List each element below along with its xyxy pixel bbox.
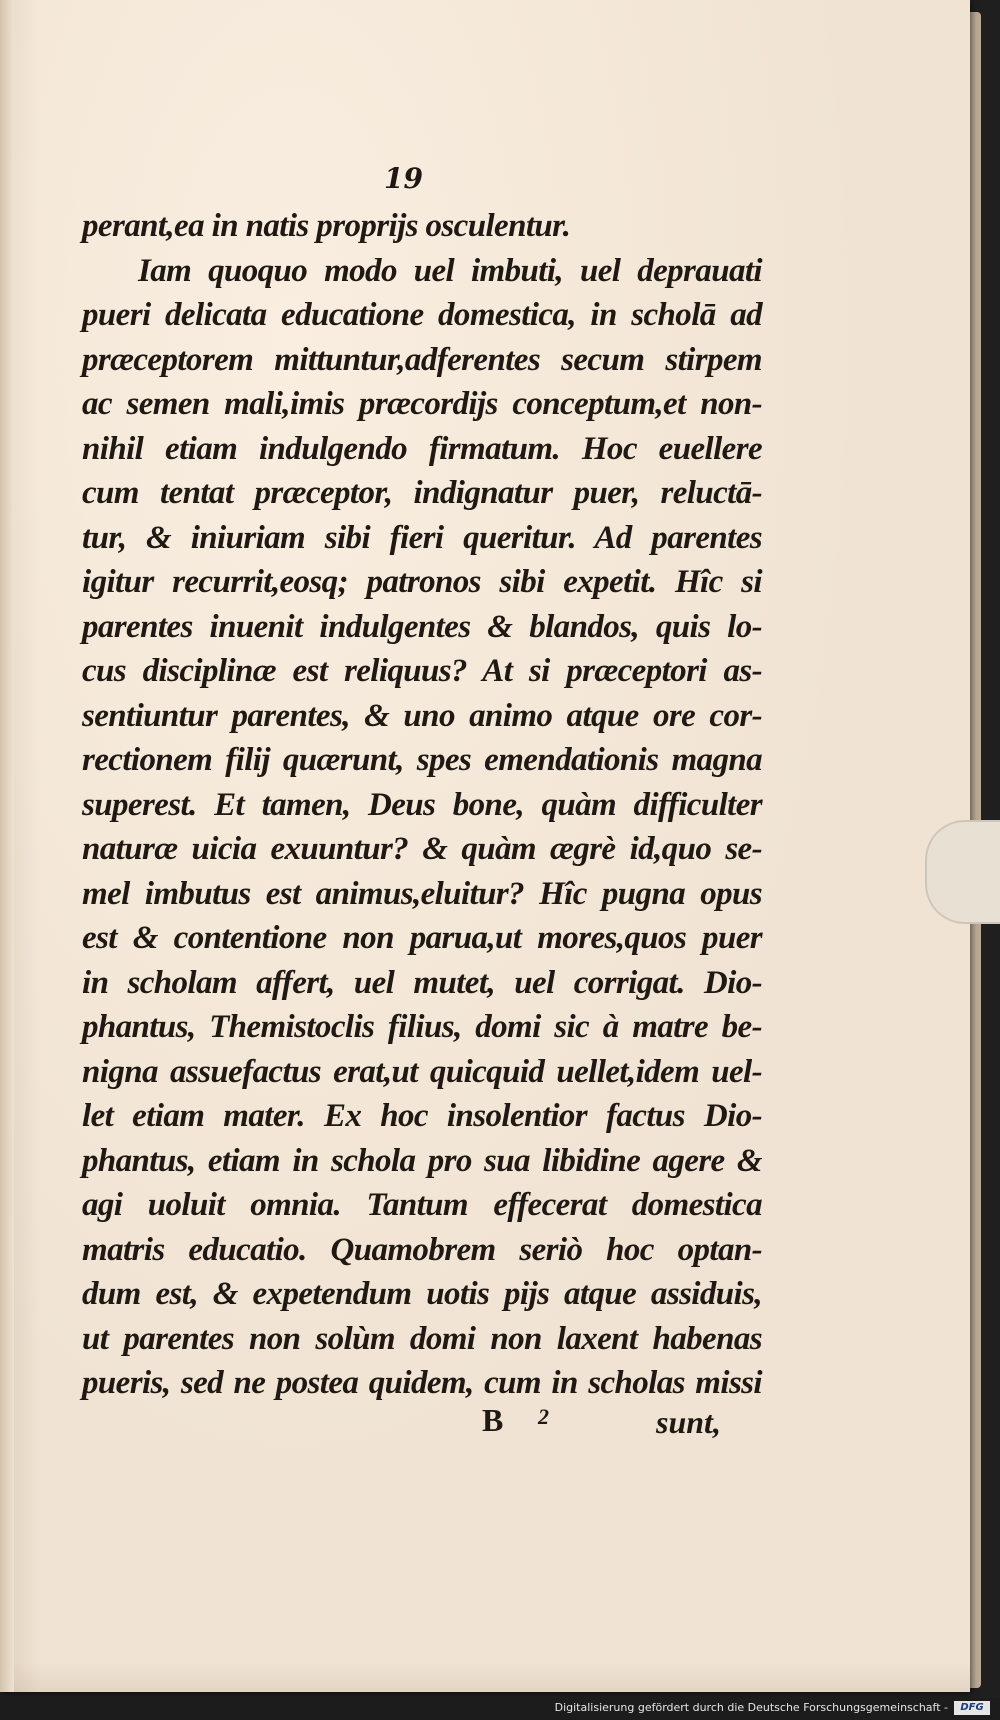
signature-mark: B [482,1402,504,1438]
text-line: sentiuntur parentes, & uno animo atque ore cor- [82,697,762,734]
text-line: igitur recurrit,eosq; patronos sibi expetit. Hîc si [82,564,762,600]
text-line: rectionem filij quærunt, spes emendationis magna [82,742,762,778]
text-line: tur, & iniuriam sibi fieri queritur. Ad parentes [82,519,762,556]
text-line: in scholam affert, uel mutet, uel corrigat. Dio- [82,964,762,1001]
catchword: sunt, [656,1404,721,1440]
footer-bar [0,1698,1000,1720]
page-gutter [0,0,14,1692]
text-line: phantus, Themistoclis filius, domi sic à matre be- [82,1009,762,1045]
text-line: Iam quoquo modo uel imbuti, uel deprauati [138,252,762,289]
dfg-logo-icon: DFG [954,1701,990,1715]
text-line: dum est, & expetendum uotis pijs atque assiduis, [82,1276,762,1312]
text-line: parentes inuenit indulgentes & blandos, quis lo- [82,608,762,645]
signature-number: 2 [538,1404,549,1429]
text-line: ac semen mali,imis præcordijs conceptum,et non- [82,386,762,422]
funding-credit: Digitalisierung gefördert durch die Deutsche Forschungsgemeinschaft - [554,1701,948,1714]
signature-row [82,1402,762,1452]
text-line: superest. Et tamen, Deus bone, quàm difficulter [82,786,762,823]
text-line: mel imbutus est animus,eluitur? Hîc pugna opus [82,875,762,912]
text-line: agi uoluit omnia. Tantum effecerat domestica [82,1187,762,1223]
text-line: cum tentat præceptor, indignatur puer, reluctā- [82,475,762,511]
text-line: cus disciplinæ est reliquus? At si præceptori as- [82,653,762,689]
text-line: matris educatio. Quamobrem seriò hoc optan- [82,1231,762,1268]
text-line: præceptorem mittuntur,adferentes secum stirpem [82,341,762,378]
body-text [82,204,762,1406]
text-line: pueris, sed ne postea quidem, cum in scholas missi [82,1365,762,1401]
text-line: phantus, etiam in schola pro sua libidine agere & [82,1142,762,1179]
text-line: perant,ea in natis proprijs osculentur. [82,208,571,244]
text-line: nihil etiam indulgendo firmatum. Hoc euellere [82,430,762,467]
text-line: let etiam mater. Ex hoc insolentior factus Dio- [82,1098,762,1134]
bookmark-tab [925,820,1000,924]
text-line: ut parentes non solùm domi non laxent habenas [82,1320,762,1357]
text-line: pueri delicata educatione domestica, in scholā ad [82,297,762,333]
page-number: 19 [384,162,423,195]
text-line: est & contentione non parua,ut mores,quos puer [82,920,762,956]
text-line: naturæ uicia exuuntur? & quàm ægrè id,quo se- [82,831,762,867]
text-line: nigna assuefactus erat,ut quicquid uellet,idem uel- [82,1053,762,1090]
